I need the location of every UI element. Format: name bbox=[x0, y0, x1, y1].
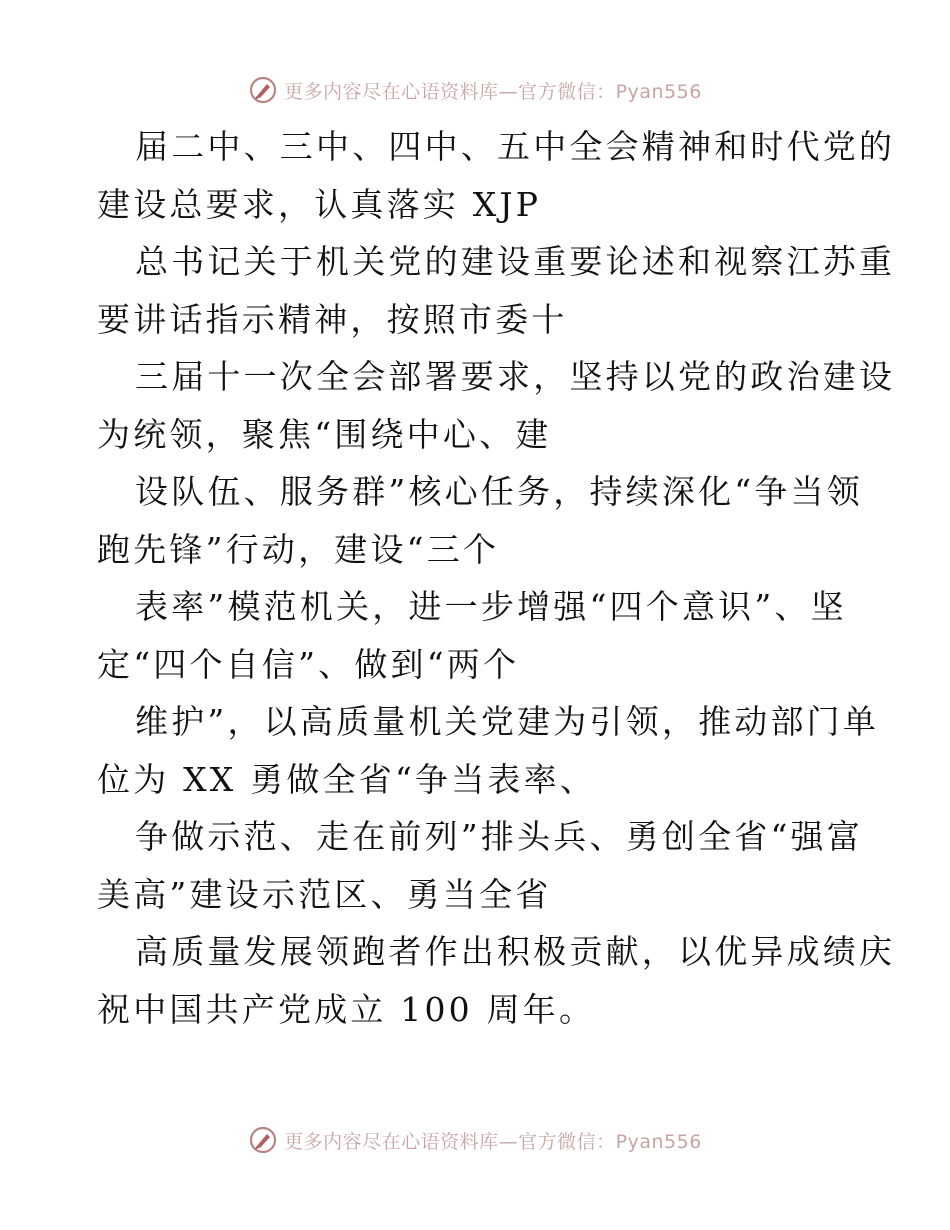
body-line: 争做示范、走在前列”排头兵、勇创全省“强富 bbox=[135, 817, 863, 856]
header-watermark bbox=[0, 70, 950, 110]
body-line: 高质量发展领跑者作出积极贡献，以优异成绩庆 bbox=[135, 932, 896, 971]
footer-watermark bbox=[0, 1120, 950, 1160]
body-line: 届二中、三中、四中、五中全会精神和时代党的 bbox=[135, 127, 896, 166]
body-line: 美高”建设示范区、勇当全省 bbox=[97, 874, 552, 914]
body-line: 总书记关于机关党的建设重要论述和视察江苏重 bbox=[135, 242, 896, 281]
body-line: 跑先锋”行动，建设“三个 bbox=[97, 529, 500, 569]
pen-nib-circle-icon bbox=[248, 75, 278, 105]
document-body bbox=[97, 118, 896, 1038]
watermark-text: 更多内容尽在心语资料库—官方微信：Pyan556 bbox=[284, 80, 702, 103]
pen-nib-circle-icon bbox=[248, 1125, 278, 1155]
body-line: 位为 XX 勇做全省“争当表率、 bbox=[97, 759, 597, 799]
body-line: 祝中国共产党成立 100 周年。 bbox=[97, 989, 596, 1029]
body-line: 要讲话指示精神，按照市委十 bbox=[97, 299, 568, 339]
body-line: 建设总要求，认真落实 XJP bbox=[97, 184, 542, 224]
body-line: 表率”模范机关，进一步增强“四个意识”、坚 bbox=[135, 587, 847, 626]
body-line: 定“四个自信”、做到“两个 bbox=[97, 644, 520, 684]
body-line: 设队伍、服务群”核心任务，持续深化“争当领 bbox=[135, 472, 863, 511]
watermark-text: 更多内容尽在心语资料库—官方微信：Pyan556 bbox=[284, 1130, 702, 1153]
body-line: 三届十一次全会部署要求，坚持以党的政治建设 bbox=[135, 357, 896, 396]
body-line: 为统领，聚焦“围绕中心、建 bbox=[97, 414, 552, 454]
body-line: 维护”，以高质量机关党建为引领，推动部门单 bbox=[135, 702, 880, 741]
